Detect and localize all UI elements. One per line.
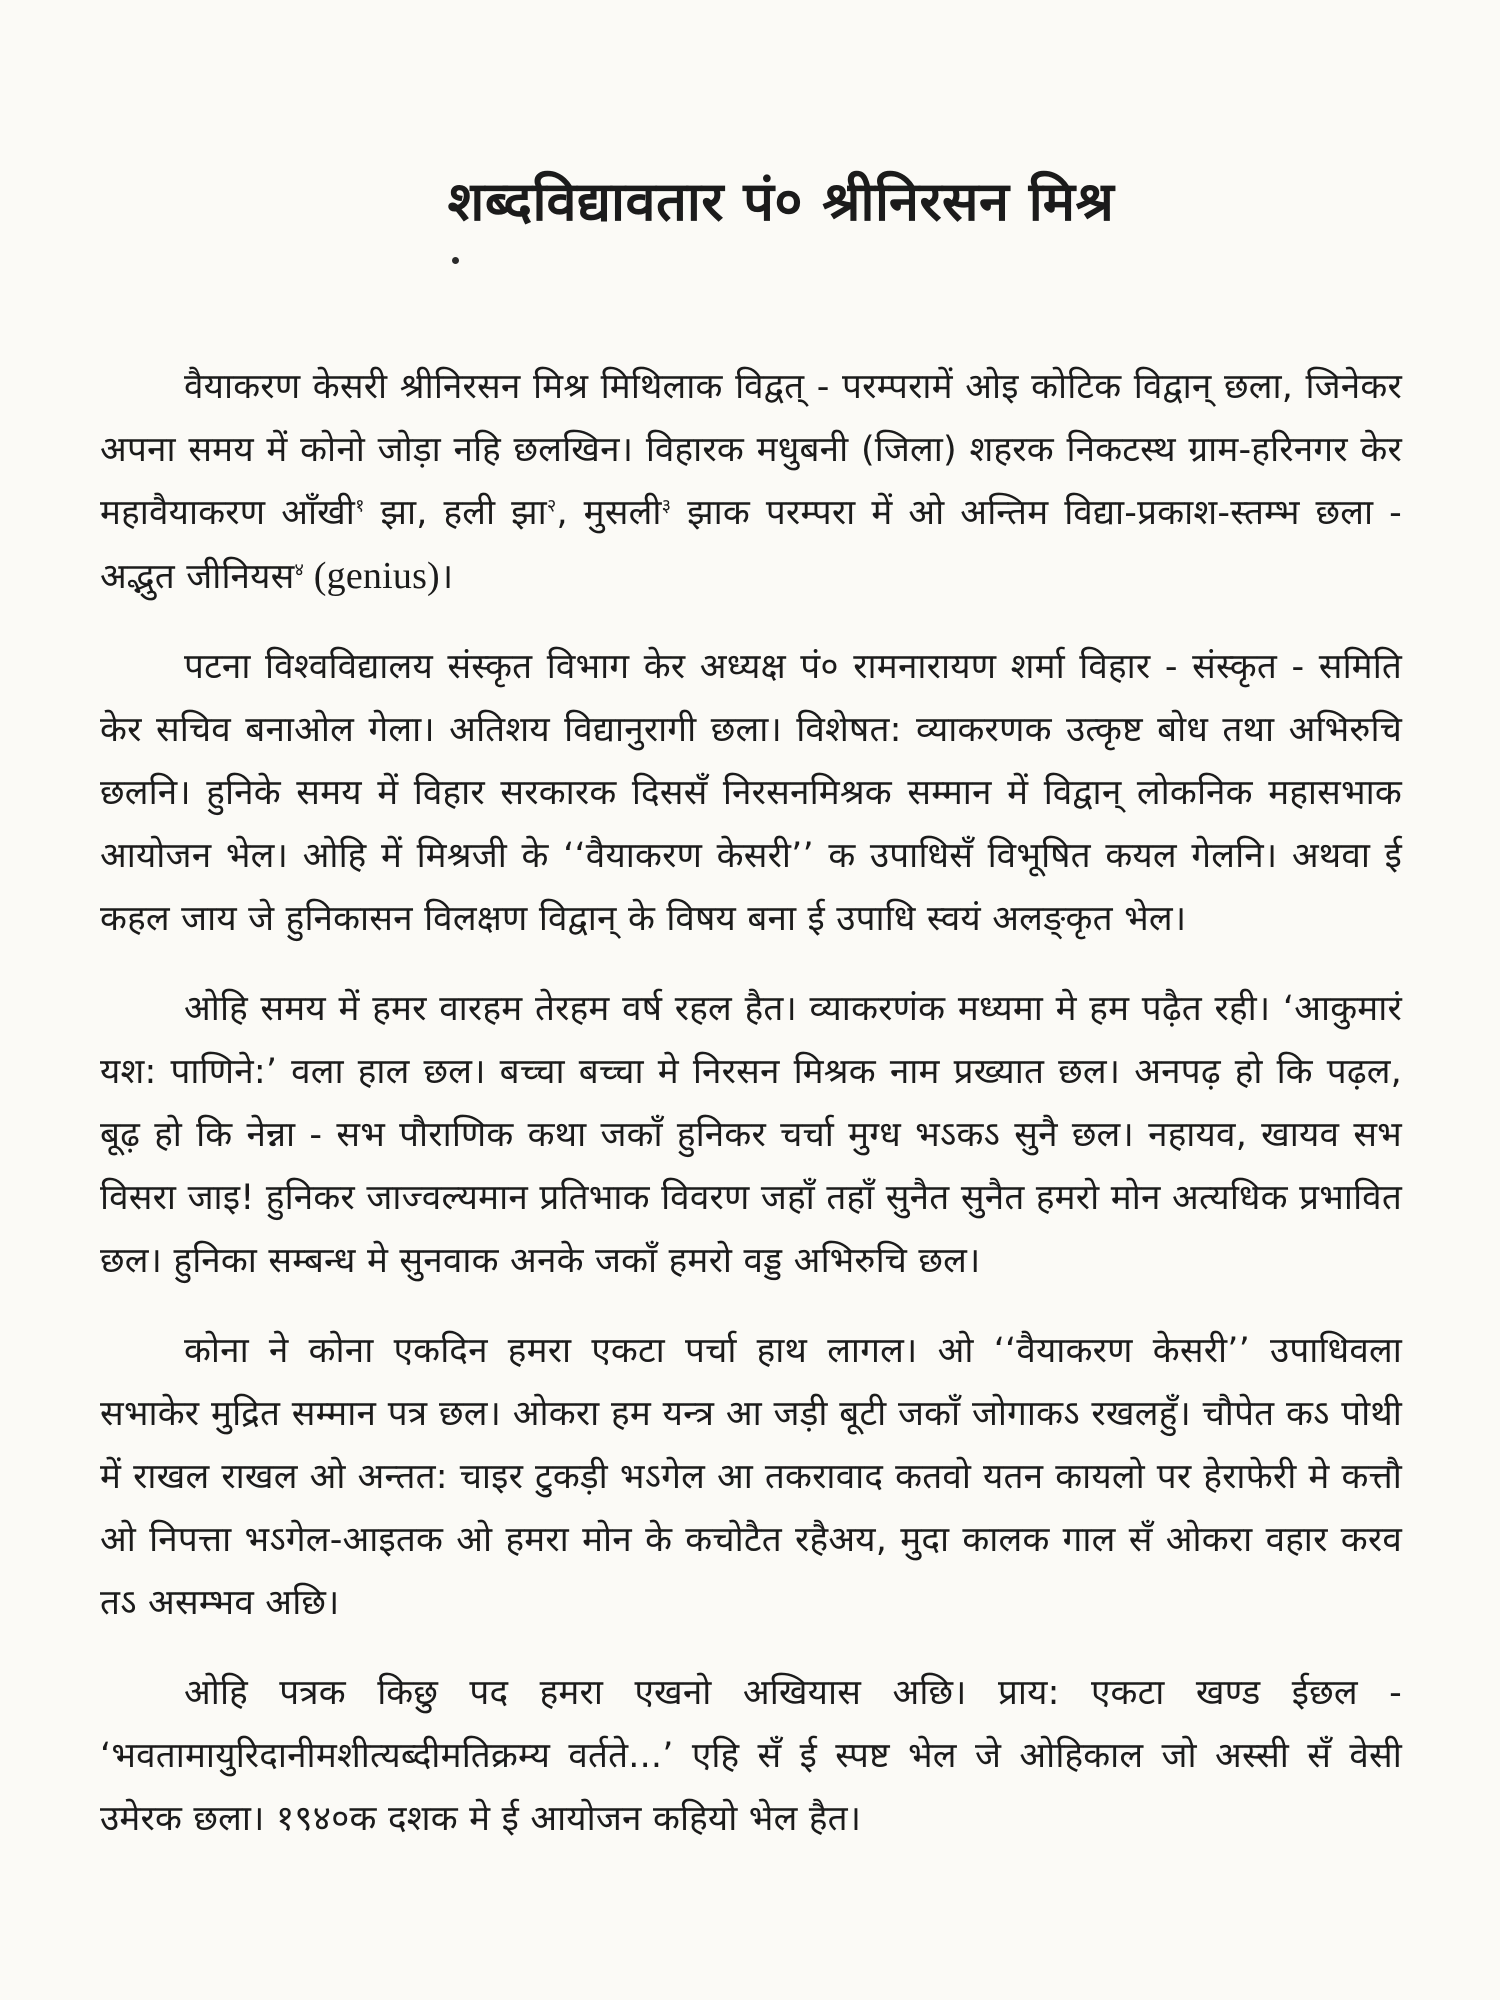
- paragraph-4: कोना ने कोना एकदिन हमरा एकटा पर्चा हाथ लागल। ओ ‘‘वैयाकरण केसरी’’ उपाधिवला सभाकेर मुद्रित सम्मान पत्र छल। ओकरा हम यन्त्र आ जड़ी बूटी जकाँ जोगाकऽ रखलहुँ। चौपेत कऽ पोथी में राखल राखल ओ अन्तत: चाइर टुकड़ी भऽगेल आ तकरावाद कतवो यतन कायलो पर हेराफेरी मे कत्तौ ओ निपत्ता भऽगेल-आइतक ओ हमरा मोन के कचोटैत रहैअय, मुदा कालक गाल सँ ओकरा वहार करव तऽ असम्भव अछि।: [100, 1331, 1402, 1624]
- paragraph-1-text: वैयाकरण केसरी श्रीनिरसन मिश्र मिथिलाक विद्वत् - परम्परामें ओइ कोटिक विद्वान् छला, जिनेकर अपना समय में कोनो जोड़ा नहि छलखिन। विहारक मधुबनी (जिला) शहरक निकटस्थ ग्राम-हरिनगर केर महावैयाकरण आँखी: [100, 367, 1402, 534]
- paragraph-1-text-4: झाक परम्परा में ओ अन्तिम विद्या-प्रकाश-स्तम्भ छला - अद्भुत जीनियस: [100, 493, 1403, 598]
- paragraph-1: [100, 356, 1402, 609]
- paragraph-1-text-2: झा, हली झा: [364, 493, 547, 534]
- paragraph-5: ओहि पत्रक किछु पद हमरा एखनो अखियास अछि। प्राय: एकटा खण्ड ईछल - ‘भवतामायुरिदानीमशीत्यब्दीमतिक्रम्य वर्तते...’ एहि सँ ई स्पष्ट भेल जे ओहिकाल जो अस्सी सँ वेसी उमेरक छला। १९४०क दशक मे ई आयोजन कहियो भेल हैत।: [100, 1673, 1402, 1840]
- page-title: शब्दविद्यावतार पं० श्रीनिरसन मिश्र: [447, 170, 1115, 233]
- paragraph-1-end: ।: [439, 557, 454, 598]
- stray-dot: [452, 257, 459, 264]
- paragraph-3: ओहि समय में हमर वारहम तेरहम वर्ष रहल हैत। व्याकरणंक मध्यमा मे हम पढ़ैत रही। ‘आकुमारं यश: पाणिने:’ वला हाल छल। बच्चा बच्चा मे निरसन मिश्रक नाम प्रख्यात छल। अनपढ़ हो कि पढ़ल, बूढ़ हो कि नेन्ना - सभ पौराणिक कथा जकाँ हुनिकर चर्चा मुग्ध भऽकऽ सुनै छल। नहायव, खायव सभ विसरा जाइ! हुनिकर जाज्वल्यमान प्रतिभाक विवरण जहाँ तहाँ सुनैत सुनैत हमरो मोन अत्यधिक प्रभावित छल। हुनिका सम्बन्ध मे सुनवाक अनके जकाँ हमरो वड्ड अभिरुचि छल।: [100, 989, 1402, 1282]
- footnote-marker-3: ३: [661, 495, 672, 517]
- footnote-marker-2: २: [546, 495, 557, 517]
- latin-word-genius: (genius): [304, 555, 440, 598]
- paragraph-2: पटना विश्वविद्यालय संस्कृत विभाग केर अध्यक्ष पं० रामनारायण शर्मा विहार - संस्कृत - समिति केर सचिव बनाओल गेला। अतिशय विद्यानुरागी छला। विशेषत: व्याकरणक उत्कृष्ट बोध तथा अभिरुचि छलनि। हुनिके समय में विहार सरकारक दिससँ निरसनमिश्रक सम्मान में विद्वान् लोकनिक महासभाक आयोजन भेल। ओहि में मिश्रजी के ‘‘वैयाकरण केसरी’’ क उपाधिसँ विभूषित कयल गेलनि। अथवा ई कहल जाय जे हुनिकासन विलक्षण विद्वान् के विषय बना ई उपाधि स्वयं अलङ्कृत भेल।: [100, 647, 1402, 940]
- footnote-marker-4: ४: [294, 559, 305, 581]
- paragraph-1-text-3: , मुसली: [556, 493, 662, 534]
- footnote-marker-1: १: [355, 495, 365, 517]
